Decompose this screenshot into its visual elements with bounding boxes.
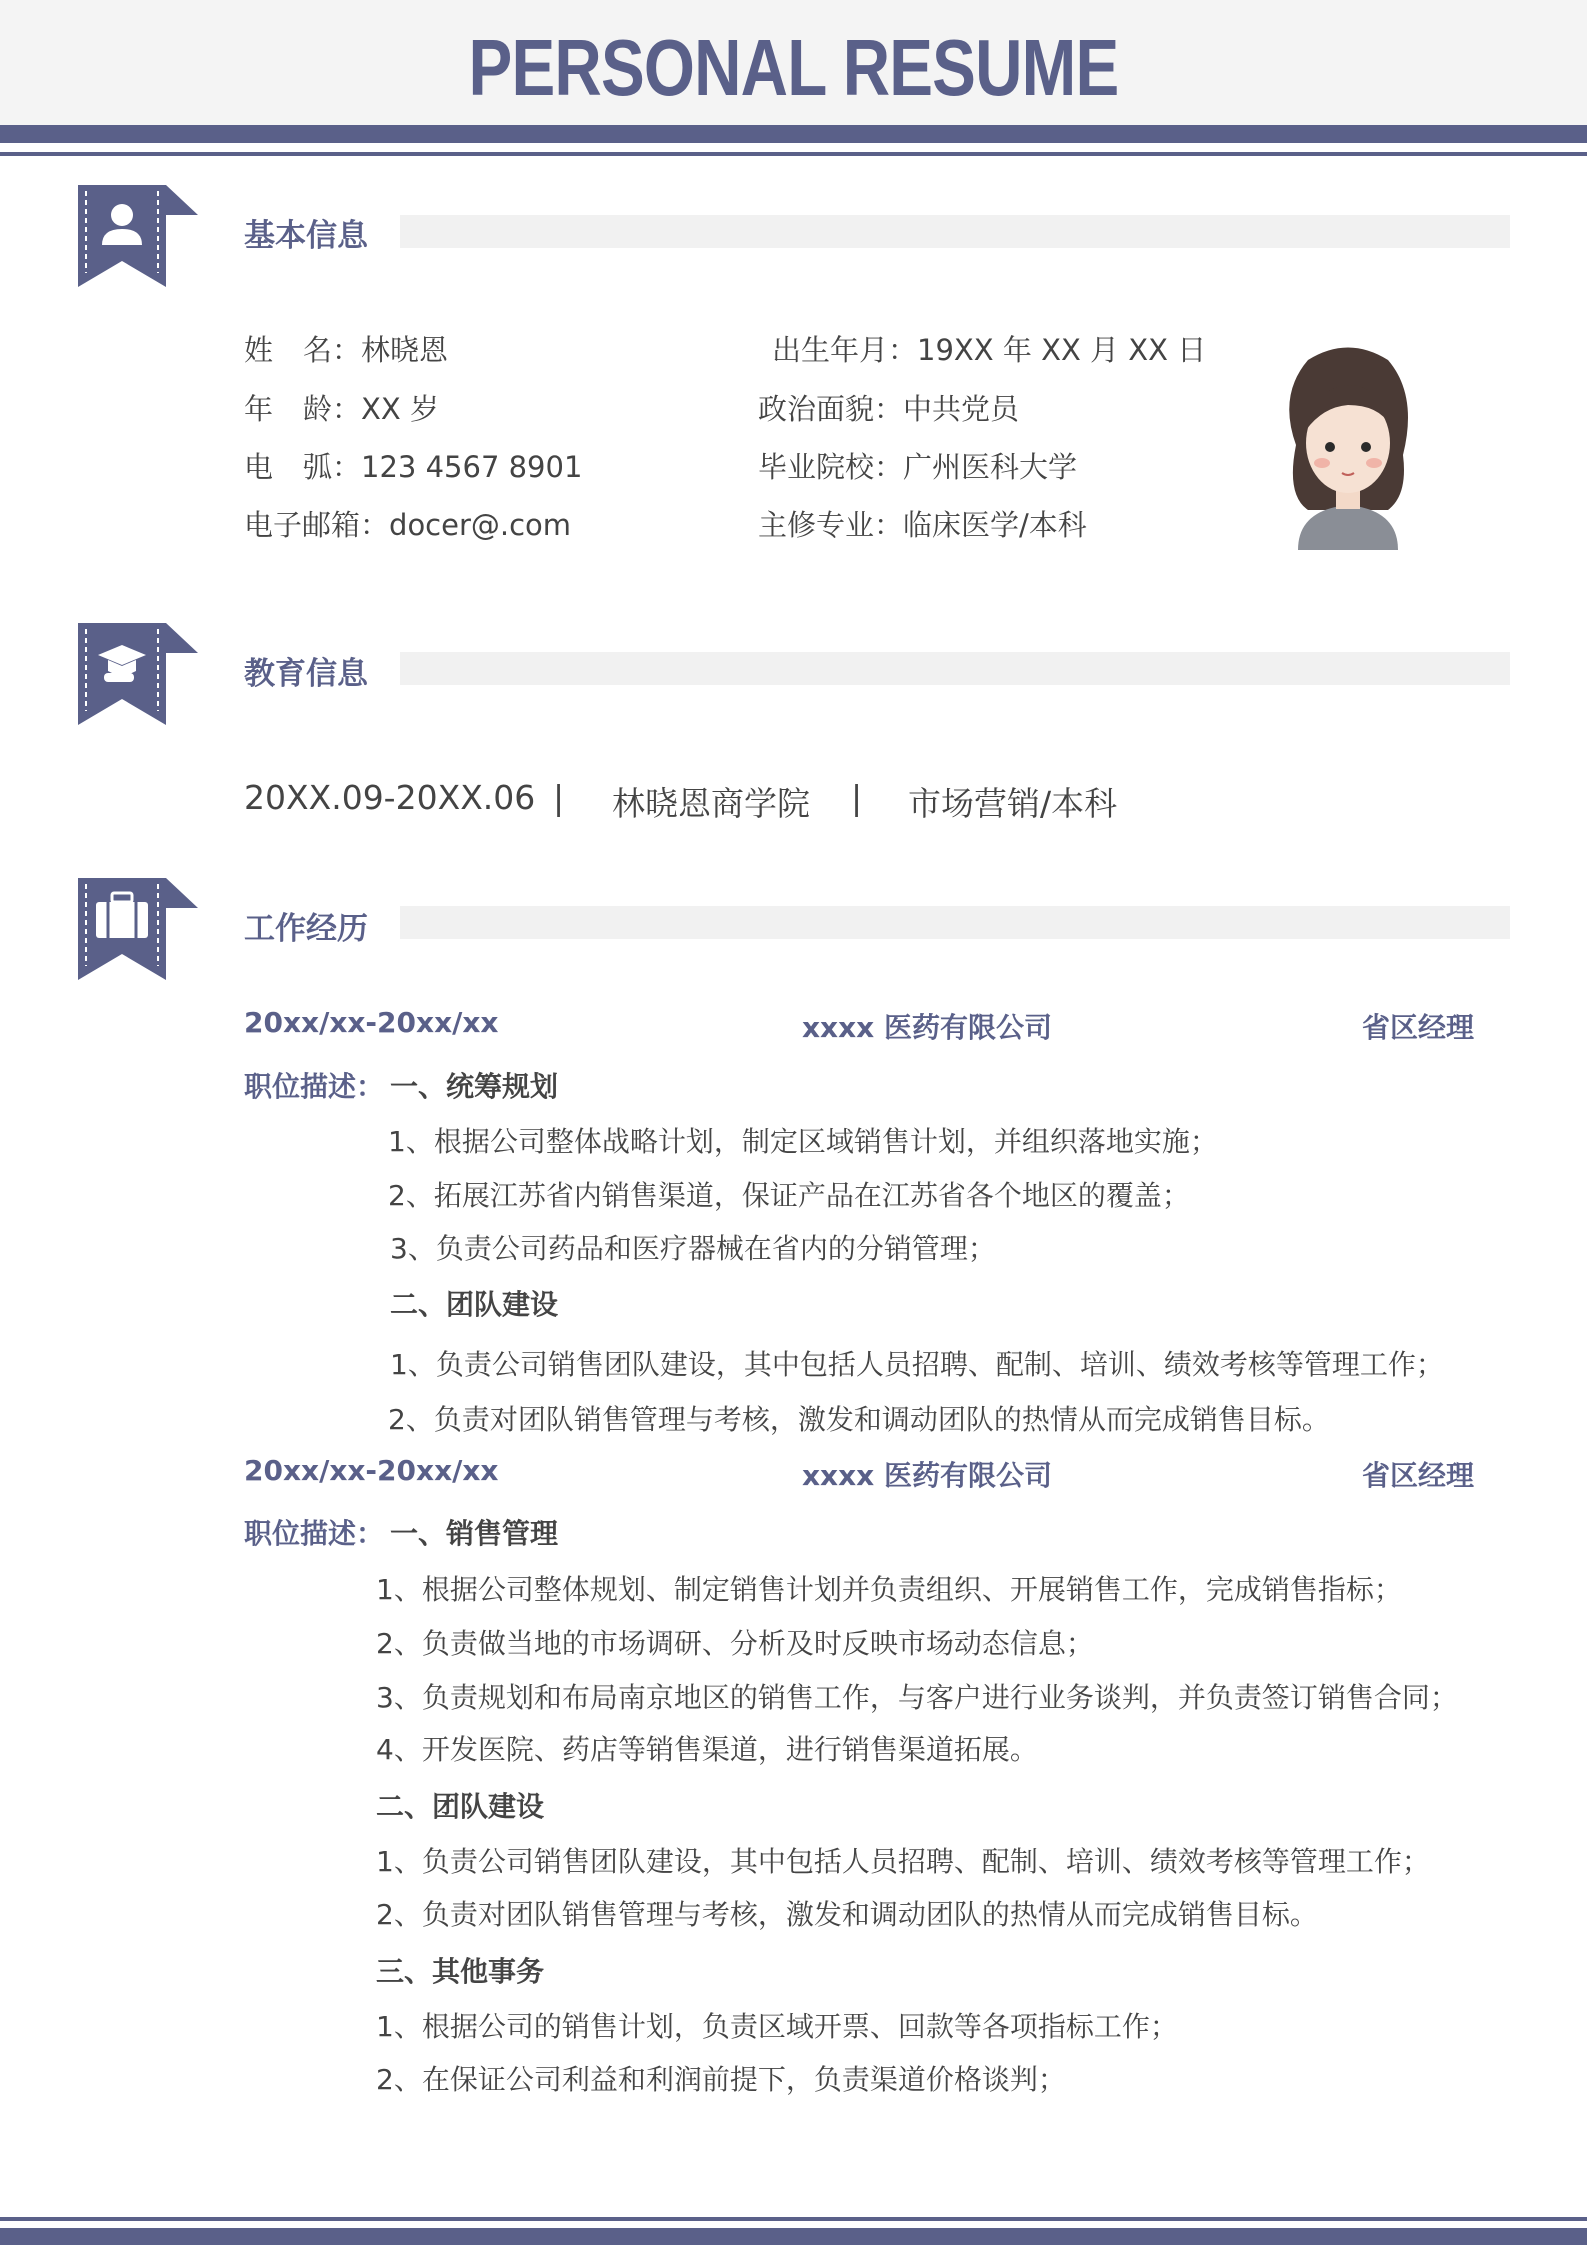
job-group-heading: 二、团队建设	[390, 1288, 559, 1321]
page-title: PERSONAL RESUME	[468, 23, 1119, 112]
job-item: 2、负责对团队销售管理与考核，激发和调动团队的热情从而完成销售目标。	[376, 1898, 1318, 1931]
job-company: xxxx 医药有限公司	[802, 1011, 1052, 1044]
job-period: 20xx/xx-20xx/xx	[244, 1006, 499, 1039]
job-desc-label: 职位描述：	[244, 1070, 385, 1103]
job-item: 3、负责公司药品和医疗器械在省内的分销管理；	[390, 1232, 996, 1265]
job-desc-label: 职位描述：	[244, 1517, 385, 1550]
section-title-basic: 基本信息	[244, 218, 368, 254]
job-item: 2、在保证公司利益和利润前提下，负责渠道价格谈判；	[376, 2063, 1066, 2096]
education-separator: |	[553, 778, 565, 817]
field-age: 年龄：XX 岁	[244, 392, 439, 426]
job-item: 1、根据公司整体战略计划，制定区域销售计划，并组织落地实施；	[388, 1125, 1218, 1158]
section-title-education: 教育信息	[244, 656, 368, 692]
job-item: 1、根据公司的销售计划，负责区域开票、回款等各项指标工作；	[376, 2010, 1178, 2043]
job-period: 20xx/xx-20xx/xx	[244, 1454, 499, 1487]
section-ribbon-work	[78, 878, 198, 980]
section-title-work: 工作经历	[244, 911, 368, 947]
section-strip-basic	[400, 215, 1510, 248]
field-birth: 出生年月：19XX 年 XX 月 XX 日	[772, 333, 1207, 367]
job-role: 省区经理	[1362, 1011, 1475, 1044]
job-item: 2、负责对团队销售管理与考核，激发和调动团队的热情从而完成销售目标。	[388, 1403, 1330, 1436]
job-role: 省区经理	[1362, 1459, 1475, 1492]
footer-rule-thick	[0, 2228, 1587, 2245]
job-item: 4、开发医院、药店等销售渠道，进行销售渠道拓展。	[376, 1733, 1038, 1766]
education-school: 林晓恩商学院	[612, 784, 810, 823]
field-politics: 政治面貌：中共党员	[758, 392, 1020, 426]
job-item: 2、拓展江苏省内销售渠道，保证产品在江苏省各个地区的覆盖；	[388, 1179, 1190, 1212]
job-item: 3、负责规划和布局南京地区的销售工作，与客户进行业务谈判，并负责签订销售合同；	[376, 1681, 1458, 1714]
education-separator: |	[851, 778, 863, 817]
job-group-heading: 一、销售管理	[390, 1517, 559, 1550]
field-school: 毕业院校：广州医科大学	[758, 450, 1078, 484]
field-name: 姓名：林晓恩	[244, 333, 449, 367]
job-item: 2、负责做当地的市场调研、分析及时反映市场动态信息；	[376, 1627, 1094, 1660]
section-ribbon-education	[78, 623, 198, 725]
section-ribbon-basic	[78, 185, 198, 287]
section-strip-education	[400, 652, 1510, 685]
education-major: 市场营销/本科	[908, 784, 1118, 823]
field-email: 电子邮箱：docer@.com	[244, 508, 572, 542]
job-group-heading: 一、统筹规划	[390, 1070, 559, 1103]
section-strip-work	[400, 906, 1510, 939]
footer-rule-thin	[0, 2217, 1587, 2221]
education-period: 20XX.09-20XX.06	[244, 778, 536, 817]
field-major: 主修专业：临床医学/本科	[758, 508, 1087, 542]
job-company: xxxx 医药有限公司	[802, 1459, 1052, 1492]
job-item: 1、根据公司整体规划、制定销售计划并负责组织、开展销售工作，完成销售指标；	[376, 1573, 1402, 1606]
avatar	[1268, 335, 1428, 550]
field-phone: 电弧：123 4567 8901	[244, 450, 583, 484]
header-rule-thin	[0, 152, 1587, 156]
job-group-heading: 二、团队建设	[376, 1790, 545, 1823]
job-item: 1、负责公司销售团队建设，其中包括人员招聘、配制、培训、绩效考核等管理工作；	[390, 1348, 1444, 1381]
job-item: 1、负责公司销售团队建设，其中包括人员招聘、配制、培训、绩效考核等管理工作；	[376, 1845, 1430, 1878]
job-group-heading: 三、其他事务	[376, 1955, 545, 1988]
header-rule-thick	[0, 125, 1587, 143]
